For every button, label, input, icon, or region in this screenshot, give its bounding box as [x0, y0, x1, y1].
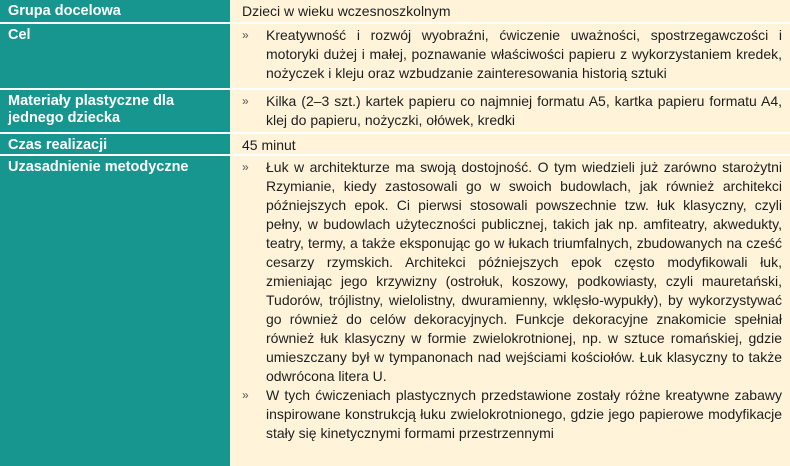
row-label-duration: Czas realizacji	[0, 134, 230, 156]
row-label-goal: Cel	[0, 24, 230, 90]
list-item-text: Kreatywność i rozwój wyobraźni, ćwiczenie uważności, spostrzegawczości i motoryki dużej i małej, poznawanie właściwości papieru z wykorzystaniem kredek, nożyczek i kleju oraz wzbudzanie zainteresowania historią sztuki	[266, 27, 782, 81]
row-label-materials: Materiały plastyczne dla jednego dziecka	[0, 90, 230, 134]
row-value-target-group: Dzieci w wieku wczesnoszkolnym	[230, 0, 790, 24]
row-label-rationale: Uzasadnienie metodyczne	[0, 156, 230, 466]
row-value-rationale	[230, 156, 790, 466]
bullet-marker: »	[242, 28, 249, 42]
bullet-marker: »	[242, 388, 249, 402]
list-item	[242, 26, 782, 83]
list-item-text: Łuk w architekturze ma swoją dostojność. O tym wiedzieli już zarówno starożytni Rzymianie, kiedy zastosowali go w swoich budowlach, jak również architekci późniejszych epok. Ci pierwsi stosowali powszechnie tzw. łuk klasyczny, czyli pełny, w budowlach użyteczności publicznej, takich jak np. amfiteatry, akwedukty, teatry, termy, a także eksponując go w łukach triumfalnych, zbudowanych na cześć cesarzy rzymskich. Architekci późniejszych epok często modyfikowali łuk, zmieniając jego krzywizny (ostrołuk, koszowy, podkowiasty, czyli mauretański, Tudorów, trójlistny, wielolistny, dwuramienny, wklęsło-wypukły), by wykorzystywać go również do celów dekoracyjnych. Funkcje dekoracyjne znakomicie spełniał również łuk klasyczny w formie zwielokrotnionej, np. w sztuce romańskiej, gdzie umieszczany był w tympanonach nad wejściami kościołów. Łuk klasyczny to także odwrócona litera U.	[266, 159, 782, 384]
list-item	[242, 386, 782, 443]
bullet-marker: »	[242, 160, 249, 174]
row-label-target-group: Grupa docelowa	[0, 0, 230, 24]
bullet-marker: »	[242, 94, 249, 108]
row-value-goal	[230, 24, 790, 90]
list-item	[242, 92, 782, 130]
row-value-materials	[230, 90, 790, 134]
list-item	[242, 158, 782, 386]
row-value-duration: 45 minut	[230, 134, 790, 156]
list-item-text: W tych ćwiczeniach plastycznych przedstawione zostały różne kreatywne zabawy inspirowane konstrukcją łuku zwielokrotnionego, gdzie jego papierowe modyfikacje stały się kinetycznymi formami przestrzennymi	[266, 387, 782, 441]
list-item-text: Kilka (2–3 szt.) kartek papieru co najmniej formatu A5, kartka papieru formatu A4, klej do papieru, nożyczki, ołówek, kredki	[266, 93, 782, 128]
